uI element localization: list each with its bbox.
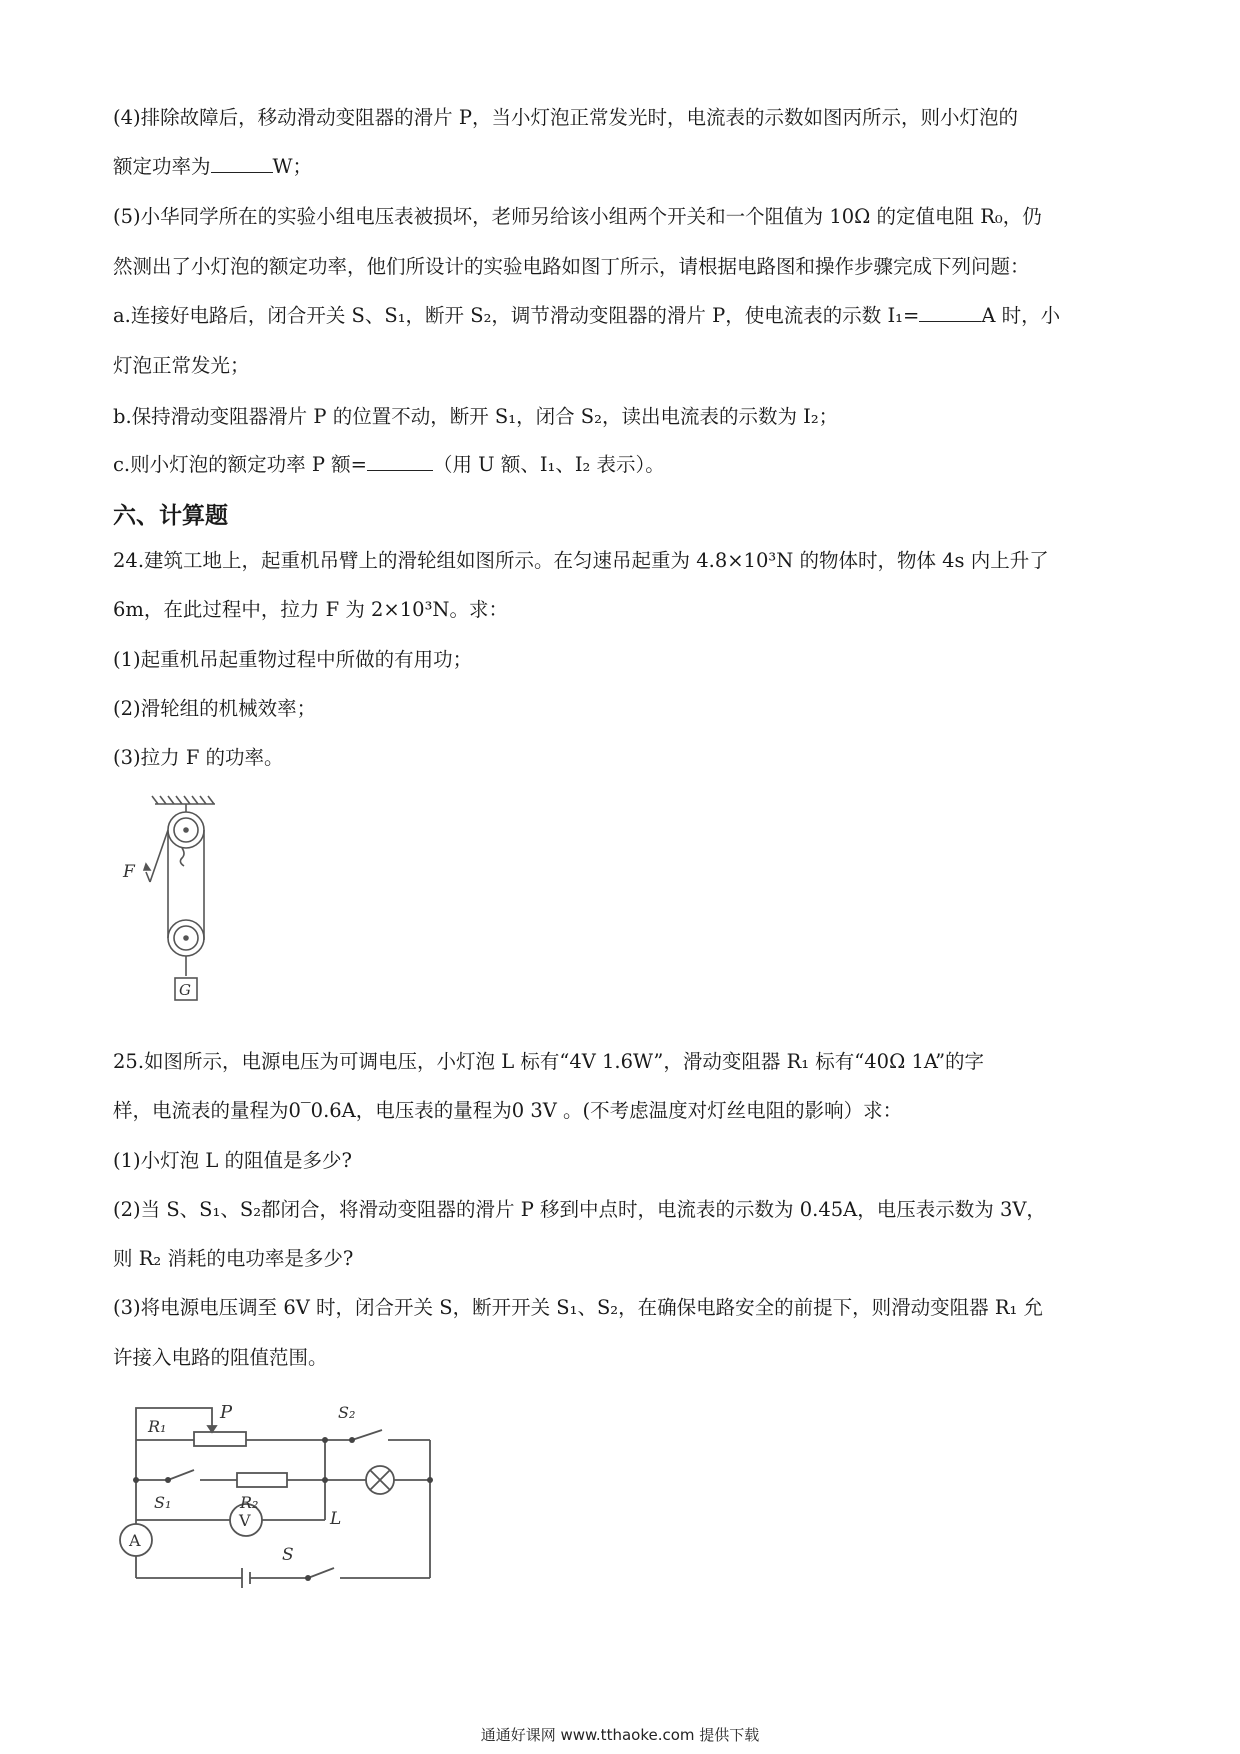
q23-step-c — [113, 450, 1133, 480]
answer-blank — [211, 154, 273, 173]
lamp-label: L — [330, 1509, 342, 1529]
weight-label: G — [179, 981, 191, 999]
q24-sub3: (3)拉力 F 的功率。 — [113, 746, 284, 769]
q23-step-a-cont: 灯泡正常发光； — [113, 354, 250, 377]
force-label: F — [123, 862, 135, 882]
q24-stem-line1: 24.建筑工地上，起重机吊臂上的滑轮组如图所示。在匀速吊起重为 4.8×10³N 的物体时，物体 4s 内上升了 — [113, 549, 1049, 572]
q25-sub3-line1: (3)将电源电压调至 6V 时，闭合开关 S，断开开关 S₁、S₂，在确保电路安全的前提下，则滑动变阻器 R₁ 允 — [113, 1296, 1044, 1319]
q23-step-b: b.保持滑动变阻器滑片 P 的位置不动，断开 S₁，闭合 S₂，读出电流表的示数为 I₂； — [113, 405, 839, 428]
s1-label: S₁ — [154, 1493, 172, 1512]
q25-stem-line1: 25.如图所示，电源电压为可调电压，小灯泡 L 标有“4V 1.6W”，滑动变阻器 R₁ 标有“40Ω 1A”的字 — [113, 1050, 985, 1073]
voltmeter-label: V — [239, 1511, 251, 1530]
ammeter-label: A — [129, 1531, 141, 1550]
main-switch-label: S — [282, 1545, 294, 1565]
page-footer: 通通好课网 www.tthaoke.com 提供下载 — [480, 1726, 760, 1744]
q23-step-a-post: A 时，小 — [981, 304, 1061, 327]
q25-sub1: (1)小灯泡 L 的阻值是多少? — [113, 1149, 352, 1172]
q23-step-c-pre: c.则小灯泡的额定功率 P 额= — [113, 453, 367, 476]
q24-sub2: (2)滑轮组的机械效率； — [113, 697, 317, 720]
q24-stem-line2: 6m，在此过程中，拉力 F 为 2×10³N。求： — [113, 598, 508, 621]
q23-item4-pre: 额定功率为 — [113, 155, 211, 178]
s2-label: S₂ — [338, 1403, 356, 1422]
answer-blank — [367, 452, 433, 471]
q23-step-a — [113, 301, 1133, 331]
section-title: 六、计算题 — [113, 503, 228, 529]
answer-blank — [919, 303, 981, 322]
q23-item5-line1: (5)小华同学所在的实验小组电压表被损坏，老师另给该小组两个开关和一个阻值为 10Ω 的定值电阻 R₀，仍 — [113, 205, 1042, 228]
q25-stem-line2: 样，电流表的量程为0‾0.6A，电压表的量程为0 3V 。(不考虑温度对灯丝电阻的影响）求： — [113, 1099, 903, 1122]
r2-label: R₂ — [240, 1493, 259, 1512]
slider-label: P — [220, 1402, 233, 1423]
q23-item4-line1: (4)排除故障后，移动滑动变阻器的滑片 P，当小灯泡正常发光时，电流表的示数如图丙所示，则小灯泡的 — [113, 106, 1018, 129]
q23-item4-post: W； — [272, 155, 313, 178]
q23-item5-line2: 然测出了小灯泡的额定功率，他们所设计的实验电路如图丁所示，请根据电路图和操作步骤完成下列问题： — [113, 255, 1030, 278]
q23-step-a-pre: a.连接好电路后，闭合开关 S、S₁，断开 S₂，调节滑动变阻器的滑片 P，使电流表的示数 I₁= — [113, 304, 920, 327]
circuit-diagram — [112, 1398, 452, 1598]
q24-sub1: (1)起重机吊起重物过程中所做的有用功； — [113, 648, 473, 671]
q25-sub3-line2: 许接入电路的阻值范围。 — [113, 1346, 328, 1369]
pulley-diagram — [120, 790, 240, 1015]
q23-step-c-post: （用 U 额、I₁、I₂ 表示）。 — [432, 453, 665, 476]
q23-item4-line2 — [113, 152, 1133, 182]
r1-label: R₁ — [148, 1417, 167, 1436]
q25-sub2-line2: 则 R₂ 消耗的电功率是多少? — [113, 1247, 354, 1270]
q25-sub2-line1: (2)当 S、S₁、S₂都闭合，将滑动变阻器的滑片 P 移到中点时，电流表的示数为 0.45A，电压表示数为 3V， — [113, 1198, 1046, 1221]
